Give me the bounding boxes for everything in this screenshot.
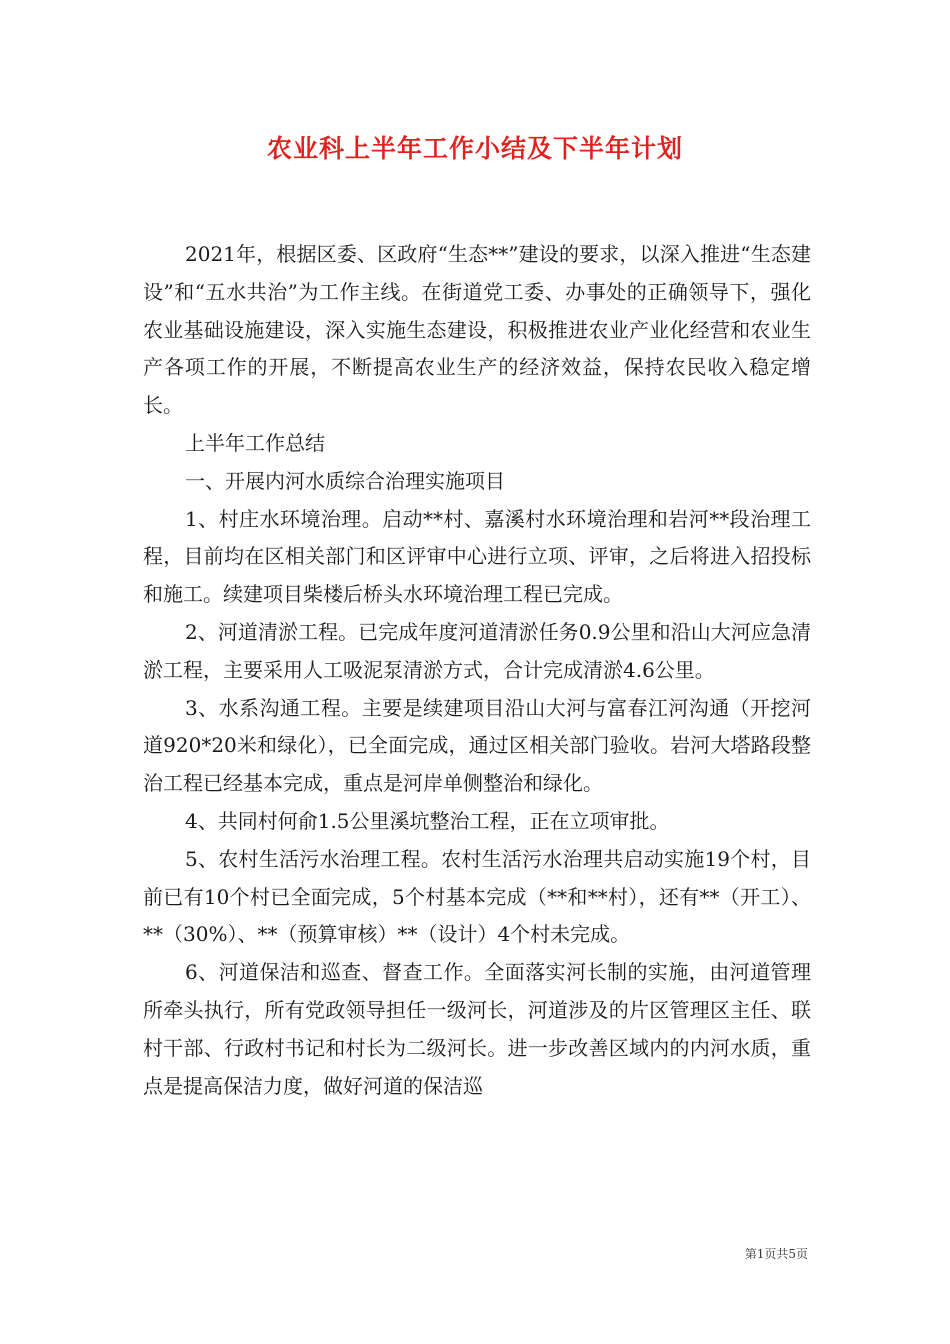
paragraph-item-1: 1、村庄水环境治理。启动**村、嘉溪村水环境治理和岩河**段治理工程，目前均在区相关部门和区评审中心进行立项、评审，之后将进入招投标和施工。续建项目柴楼后桥头水环境治理工程已完成。 <box>143 506 811 607</box>
paragraph-item-5: 5、农村生活污水治理工程。农村生活污水治理共启动实施19个村，目前已有10个村已全面完成，5个村基本完成（**和**村），还有**（开工）、**（30%）、**（预算审核）**（设计）4个村未完成。 <box>143 846 811 947</box>
paragraph-item-6: 6、河道保洁和巡查、督查工作。全面落实河长制的实施，由河道管理所牵头执行，所有党政领导担任一级河长，河道涉及的片区管理区主任、联村干部、行政村书记和村长为二级河长。进一步改善区域内的内河水质，重点是提高保洁力度，做好河道的保洁巡 <box>143 960 811 1098</box>
section-heading-summary: 上半年工作总结 <box>185 430 325 455</box>
document-title: 农业科上半年工作小结及下半年计划 <box>266 134 683 163</box>
document-body <box>143 236 811 1105</box>
paragraph-item-4: 4、共同村何俞1.5公里溪坑整治工程，正在立项审批。 <box>185 808 670 833</box>
page-number: 第1页共5页 <box>744 1247 808 1261</box>
section-heading-project: 一、开展内河水质综合治理实施项目 <box>185 468 505 493</box>
paragraph-item-3: 3、水系沟通工程。主要是续建项目沿山大河与富春江河沟通（开挖河道920*20米和绿化），已全面完成，通过区相关部门验收。岩河大塔路段整治工程已经基本完成，重点是河岸单侧整治和绿化。 <box>143 695 811 796</box>
paragraph-intro: 2021年，根据区委、区政府“生态**”建设的要求，以深入推进“生态建设”和“五水共治”为工作主线。在街道党工委、办事处的正确领导下，强化农业基础设施建设，深入实施生态建设，积极推进农业产业化经营和农业生产各项工作的开展，不断提高农业生产的经济效益，保持农民收入稳定增长。 <box>143 242 811 418</box>
paragraph-item-2: 2、河道清淤工程。已完成年度河道清淤任务0.9公里和沿山大河应急清淤工程，主要采用人工吸泥泵清淤方式，合计完成清淤4.6公里。 <box>143 619 811 682</box>
